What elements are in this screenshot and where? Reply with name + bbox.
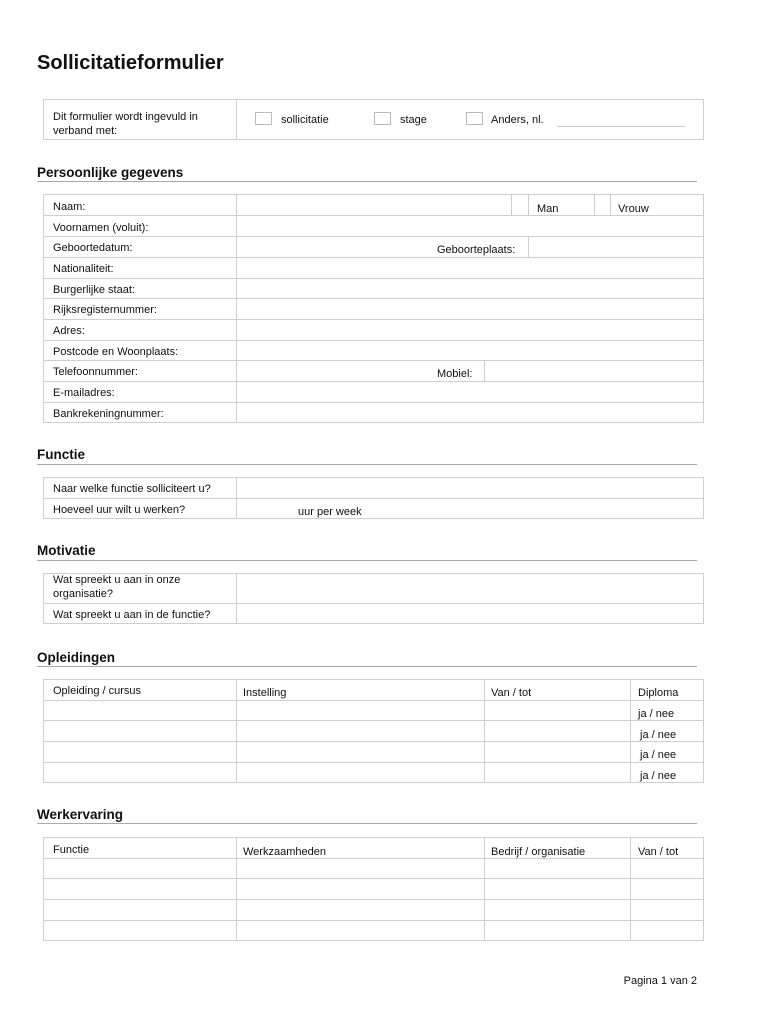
field-label-naam: Naam:: [53, 201, 86, 213]
section-education-heading: Opleidingen: [37, 650, 116, 665]
section-motivation-heading: Motivatie: [37, 543, 96, 558]
page-title: Sollicitatieformulier: [37, 52, 224, 74]
section-function-heading: Functie: [37, 447, 86, 462]
gender-male-label: Man: [537, 203, 559, 215]
diploma-value: ja / nee: [638, 708, 675, 720]
section-divider: [37, 666, 697, 667]
motivation-question-2: Wat spreekt u aan in de functie?: [53, 609, 211, 621]
education-col-opleiding: Opleiding / cursus: [53, 685, 142, 697]
option-anders: Anders, nl.: [491, 114, 544, 126]
birthplace-label: Geboorteplaats:: [437, 244, 516, 256]
checkbox-sollicitatie[interactable]: [255, 112, 272, 125]
field-label-email: E-mailadres:: [53, 387, 115, 399]
section-divider: [37, 560, 697, 561]
education-col-instelling: Instelling: [243, 687, 287, 699]
checkbox-stage[interactable]: [374, 112, 391, 125]
motivation-question-1-cont: organisatie?: [53, 588, 113, 600]
intro-label-2: verband met:: [53, 125, 118, 137]
section-divider: [37, 181, 697, 182]
field-label-nationaliteit: Nationaliteit:: [53, 263, 114, 275]
field-label-bankrekening: Bankrekeningnummer:: [53, 408, 164, 420]
field-label-adres: Adres:: [53, 325, 85, 337]
field-label-postcode: Postcode en Woonplaats:: [53, 346, 179, 358]
education-col-van-tot: Van / tot: [491, 687, 532, 699]
section-experience-heading: Werkervaring: [37, 807, 124, 822]
option-stage: stage: [400, 114, 427, 126]
gender-female-label: Vrouw: [618, 203, 649, 215]
diploma-value: ja / nee: [640, 770, 677, 782]
field-label-geboortedatum: Geboortedatum:: [53, 242, 133, 254]
field-label-telefoon: Telefoonnummer:: [53, 366, 138, 378]
field-label-burgerlijke-staat: Burgerlijke staat:: [53, 284, 135, 296]
section-divider: [37, 464, 697, 465]
section-personal-heading: Persoonlijke gegevens: [37, 165, 184, 180]
experience-col-functie: Functie: [53, 844, 90, 856]
experience-col-van-tot: Van / tot: [638, 846, 679, 858]
option-sollicitatie: sollicitatie: [281, 114, 329, 126]
mobile-label: Mobiel:: [437, 368, 473, 380]
motivation-question-1: Wat spreekt u aan in onze: [53, 574, 181, 586]
field-label-rijksregisternummer: Rijksregisternummer:: [53, 304, 157, 316]
section-divider: [37, 823, 697, 824]
function-question-label: Naar welke functie solliciteert u?: [53, 483, 211, 495]
hours-unit-label: uur per week: [298, 506, 362, 518]
education-col-diploma: Diploma: [638, 687, 679, 699]
education-table: [43, 679, 704, 783]
intro-label: Dit formulier wordt ingevuld in: [53, 111, 198, 123]
hours-question-label: Hoeveel uur wilt u werken?: [53, 504, 186, 516]
experience-table: [43, 837, 704, 941]
experience-col-werkzaamheden: Werkzaamheden: [243, 846, 326, 858]
checkbox-anders[interactable]: [466, 112, 483, 125]
experience-col-bedrijf: Bedrijf / organisatie: [491, 846, 586, 858]
anders-input-line[interactable]: [557, 126, 685, 127]
diploma-value: ja / nee: [640, 749, 677, 761]
diploma-value: ja / nee: [640, 729, 677, 741]
field-label-voornamen: Voornamen (voluit):: [53, 222, 149, 234]
page-number: Pagina 1 van 2: [623, 975, 697, 987]
